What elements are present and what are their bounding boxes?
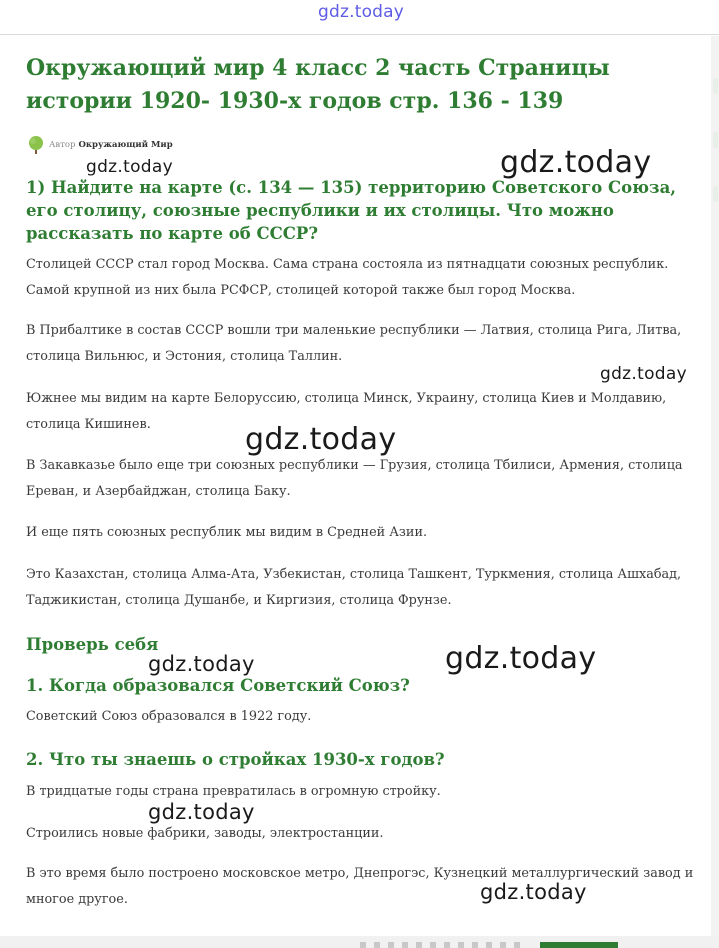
paragraph: В это время было построено московское метро, Днепрогэс, Кузнецкий металлургический завод и многое другое. [26, 866, 694, 907]
question-heading-map: 1) Найдите на карте (с. 134 — 135) территорию Советского Союза, его столицу, союзные республики и их столицы. Что можно рассказать по карте об СССР? [26, 178, 677, 243]
watermark: gdz.today [148, 800, 255, 824]
watermark: gdz.today [86, 157, 173, 177]
paragraph: Столицей СССР стал город Москва. Сама страна состояла из пятнадцати союзных республик. Самой крупной из них была РСФСР, столицей которой также был город Москва. [26, 257, 669, 298]
author-line [26, 135, 173, 155]
site-logo-link[interactable]: gdz.today [318, 2, 405, 22]
paragraph: Южнее мы видим на карте Белоруссию, столица Минск, Украину, столица Киев и Молдавию, столица Кишинев. [26, 391, 667, 432]
watermark: gdz.today [480, 880, 587, 904]
paragraph: Строились новые фабрики, заводы, электростанции. [26, 826, 384, 841]
author-name-link[interactable]: Окружающий Мир [78, 140, 173, 150]
paragraph: В тридцатые годы страна превратилась в огромную стройку. [26, 784, 441, 799]
watermark: gdz.today [245, 422, 397, 457]
tree-icon [26, 135, 46, 155]
author-label: Автор [49, 140, 76, 150]
watermark: gdz.today [500, 145, 652, 180]
paragraph: Это Казахстан, столица Алма-Ата, Узбекистан, столица Ташкент, Туркмения, столица Ашхабад, Таджикистан, столица Душанбе, и Киргизия, столица Фрунзе. [26, 567, 682, 608]
watermark: gdz.today [445, 641, 597, 676]
watermark: gdz.today [600, 364, 687, 384]
check-yourself-heading: Проверь себя [26, 635, 159, 654]
paragraph: В Закавказье было еще три союзных республики — Грузия, столица Тбилиси, Армения, столица Ереван, и Азербайджан, столица Баку. [26, 458, 683, 499]
paragraph: В Прибалтике в состав СССР вошли три маленькие республики — Латвия, столица Рига, Литва, столица Вильнюс, и Эстония, столица Таллин. [26, 323, 682, 364]
bottom-toolbar [0, 936, 719, 948]
top-bar [0, 0, 719, 35]
right-sidebar-strip [711, 36, 719, 936]
answer-q1: Советский Союз образовался в 1922 году. [26, 709, 312, 724]
question-heading-q1: 1. Когда образовался Советский Союз? [26, 676, 410, 695]
article-header [26, 52, 686, 118]
question-heading-q2: 2. Что ты знаешь о стройках 1930-х годов? [26, 750, 445, 769]
paragraph: И еще пять союзных республик мы видим в Средней Азии. [26, 525, 428, 540]
bottom-action-button[interactable] [540, 942, 618, 948]
page-title: Окружающий мир 4 класс 2 часть Страницы истории 1920- 1930-х годов стр. 136 - 139 [26, 55, 610, 114]
bottom-hint [360, 942, 520, 948]
watermark: gdz.today [148, 652, 255, 676]
